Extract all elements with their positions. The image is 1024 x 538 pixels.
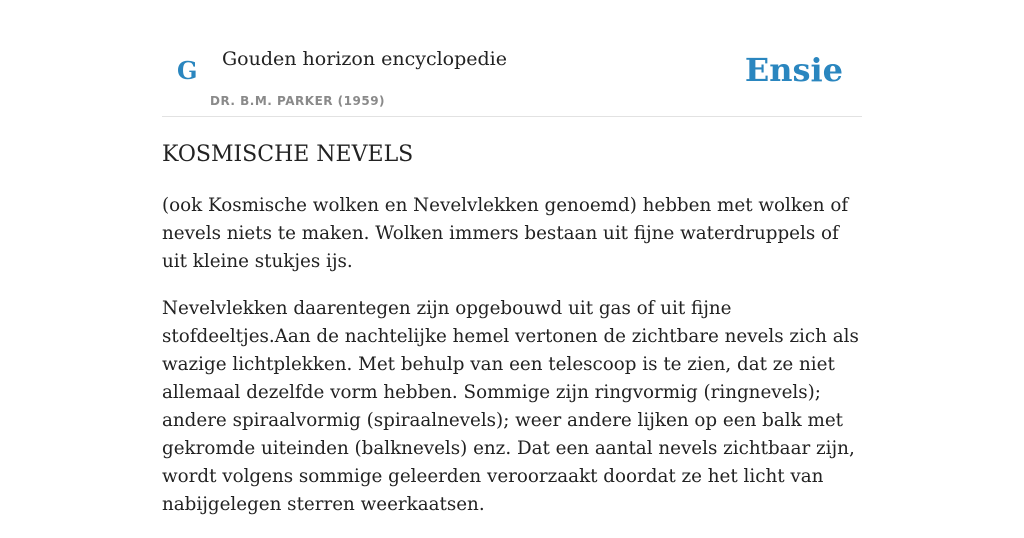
- entry-body: [162, 192, 862, 538]
- ensie-logo-link[interactable]: Ensie: [744, 51, 843, 89]
- author-line: DR. B.M. PARKER (1959): [210, 94, 386, 108]
- index-letter[interactable]: G: [177, 56, 198, 85]
- book-title[interactable]: Gouden horizon encyclopedie: [222, 48, 507, 70]
- entry-title: KOSMISCHE NEVELS: [162, 142, 414, 167]
- source-header: [162, 40, 862, 117]
- paragraph: (ook Kosmische wolken en Nevelvlekken genoemd) hebben met wolken of nevels niets te maken. Wolken immers bestaan uit fijne waterdruppels of uit kleine stukjes ijs.: [162, 195, 849, 272]
- paragraph: Nevelvlekken daarentegen zijn opgebouwd uit gas of uit fijne stofdeeltjes.Aan de nachtelijke hemel vertonen de zichtbare nevels zich als wazige lichtplekken. Met behulp van een telescoop is te zien, dat ze niet allemaal dezelfde vorm hebben. Sommige zijn ringvormig (ringnevels); andere spiraalvormig (spiraalnevels); weer andere lijken op een balk met gekromde uiteinden (balknevels) enz. Dat een aantal nevels zichtbaar zijn, wordt volgens sommige geleerden veroorzaakt doordat ze het licht van nabijgelegen sterren weerkaatsen.: [162, 298, 859, 515]
